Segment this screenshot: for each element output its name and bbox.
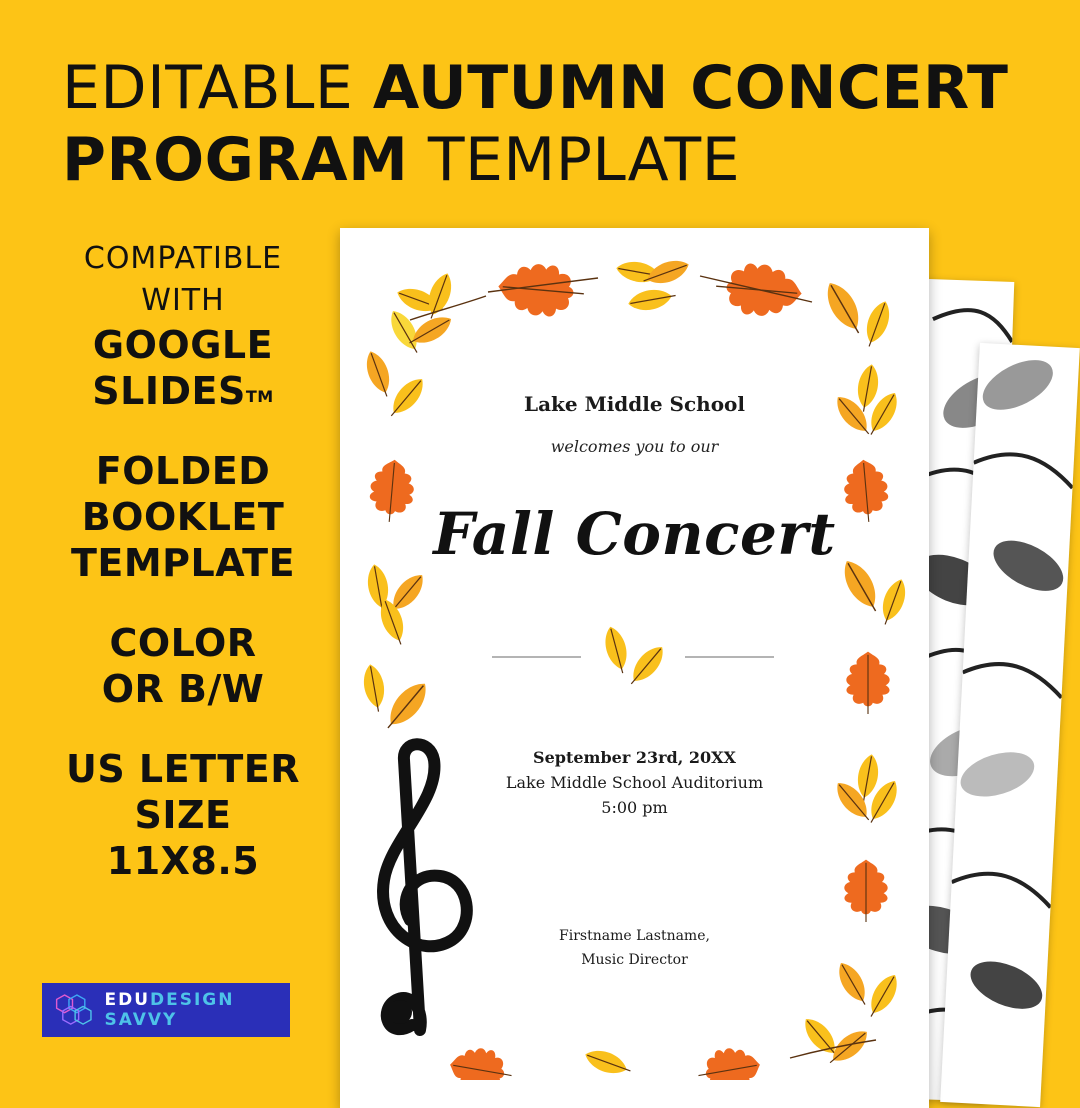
headline-template: TEMPLATE: [427, 125, 741, 195]
school-name: Lake Middle School: [524, 392, 745, 416]
event-venue: Lake Middle School Auditorium: [505, 773, 764, 792]
feature-big-line: FOLDED: [95, 449, 271, 493]
feature-slides-text: SLIDES: [92, 369, 246, 413]
headline-program: PROGRAM: [62, 125, 409, 195]
concert-title: Fall Concert: [433, 500, 836, 568]
brand-design-savvy: DESIGN SAVVY: [104, 990, 235, 1030]
feature-big-line: OR B/W: [101, 667, 265, 711]
feature-small-line: COMPATIBLE: [83, 241, 283, 276]
director-name: Firstname Lastname,: [559, 928, 710, 944]
director-title: Music Director: [581, 952, 688, 968]
feature-big-line: 11X8.5: [106, 839, 260, 883]
welcome-line: welcomes you to our: [550, 437, 719, 456]
feature-big-line: TEMPLATE: [70, 541, 296, 585]
feature-big-line: GOOGLE: [92, 323, 274, 367]
feature-big-line: SIZE: [134, 793, 232, 837]
feature-big-line: BOOKLET: [81, 495, 285, 539]
event-time: 5:00 pm: [601, 798, 668, 817]
feature-big-line: COLOR: [109, 621, 257, 665]
brand-edu: EDU: [104, 990, 151, 1010]
headline-editable: EDITABLE: [62, 53, 354, 123]
trademark-symbol: TM: [245, 387, 274, 406]
feature-small-line: WITH: [141, 283, 225, 318]
event-date: September 23rd, 20XX: [533, 748, 736, 767]
headline-autumn-concert: AUTUMN CONCERT: [372, 53, 1009, 123]
program-text-layer: [340, 0, 929, 1080]
feature-big-line: US LETTER: [65, 747, 301, 791]
